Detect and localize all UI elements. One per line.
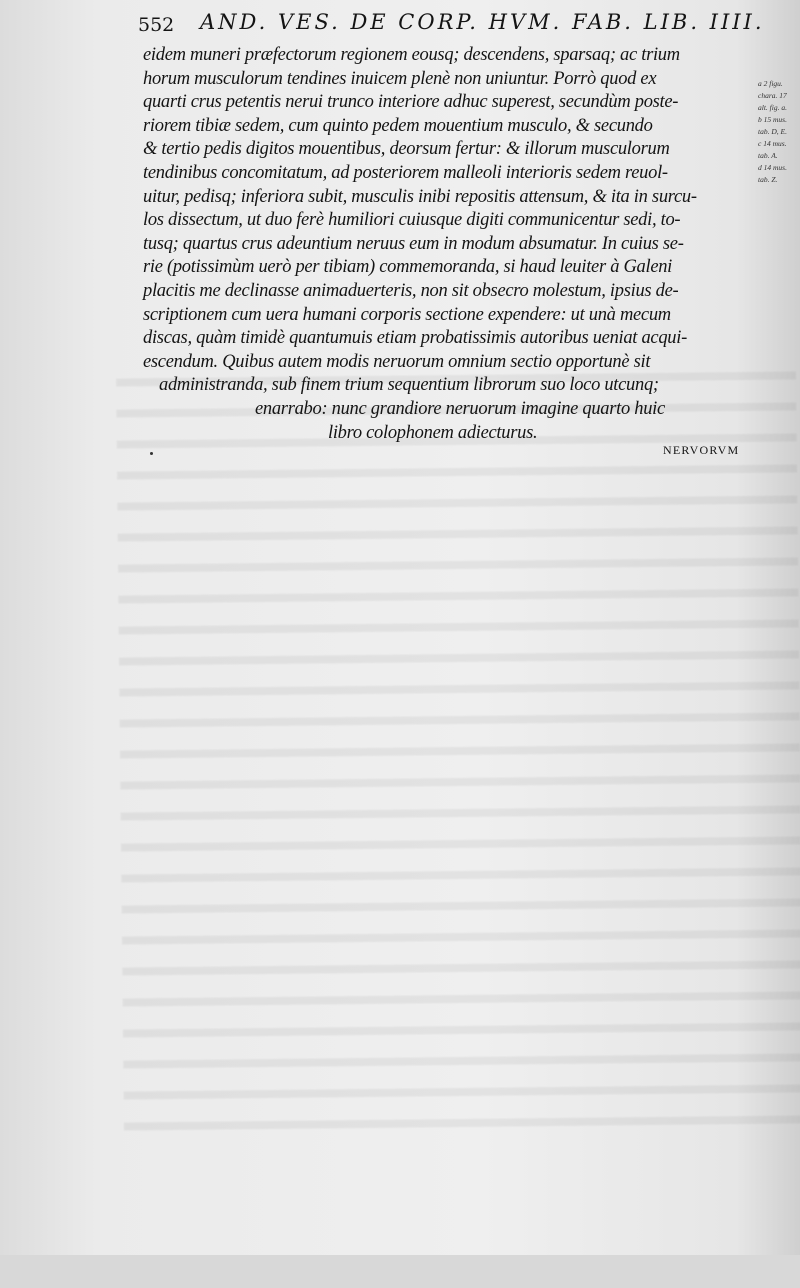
text-line: enarrabo: nunc grandiore neruorum imagine quarto huic xyxy=(255,398,665,419)
margin-note: a 2 figu. xyxy=(758,79,783,88)
body-text xyxy=(143,44,763,445)
page-bottom-edge xyxy=(0,1255,800,1288)
margin-note: tab. D, E. xyxy=(758,127,787,136)
page-header xyxy=(138,10,768,40)
margin-note: tab. A. xyxy=(758,151,778,160)
text-line: horum musculorum tendines inuicem plenè non uniuntur. Porrò quod ex xyxy=(143,68,657,89)
text-line: riorem tibiæ sedem, cum quinto pedem mouentium musculo, & secundo xyxy=(143,115,653,136)
text-line: tusq; quartus crus adeuntium neruus eum in modum absumatur. In cuius se- xyxy=(143,233,684,254)
ink-speck xyxy=(150,452,153,455)
page-number: 552 xyxy=(138,14,175,36)
text-line: eidem muneri præfectorum regionem eousq; descendens, sparsaq; ac trium xyxy=(143,45,680,65)
text-line: & tertio pedis digitos mouentibus, deorsum fertur: & illorum musculorum xyxy=(143,139,670,160)
section-heading: NERVORVM xyxy=(663,443,740,457)
text-line: los dissectum, ut duo ferè humiliori cuiusque digiti communicentur sedi, to- xyxy=(143,210,681,231)
show-through-text xyxy=(116,371,800,1138)
text-line: administranda, sub finem trium sequentium librorum suo loco utcunq; xyxy=(159,375,659,396)
margin-note: alt. fig. a. xyxy=(758,103,787,112)
text-line: rie (potissimùm uerò per tibiam) commemoranda, si haud leuiter à Galeni xyxy=(143,257,673,278)
margin-notes xyxy=(758,78,800,186)
margin-note: chara. 17 xyxy=(758,91,787,100)
running-title: AND. VES. DE CORP. HVM. FAB. LIB. IIII. xyxy=(200,10,765,34)
text-line: escendum. Quibus autem modis neruorum omnium sectio opportunè sit xyxy=(143,351,651,372)
text-line: quarti crus petentis nerui trunco interiore adhuc superest, secundùm poste- xyxy=(143,92,679,113)
text-line: placitis me declinasse animaduerteris, non sit obsecro molestum, ipsius de- xyxy=(143,280,679,301)
margin-note: b 15 mus. xyxy=(758,115,787,124)
text-line: discas, quàm timidè quantumuis etiam probatissimis autoribus ueniat acqui- xyxy=(143,328,687,349)
margin-note: tab. Z. xyxy=(758,175,778,184)
text-line: tendinibus concomitatum, ad posteriorem malleoli interioris sedem reuol- xyxy=(143,162,668,183)
margin-note: c 14 mus. xyxy=(758,139,787,148)
text-line: libro colophonem adiecturus. xyxy=(328,422,538,443)
text-line: uitur, pedisq; inferiora subit, musculis inibi repositis attensum, & ita in surcu- xyxy=(143,186,697,207)
text-line: scriptionem cum uera humani corporis sectione expendere: ut unà mecum xyxy=(143,304,671,325)
margin-note: d 14 mus. xyxy=(758,163,787,172)
